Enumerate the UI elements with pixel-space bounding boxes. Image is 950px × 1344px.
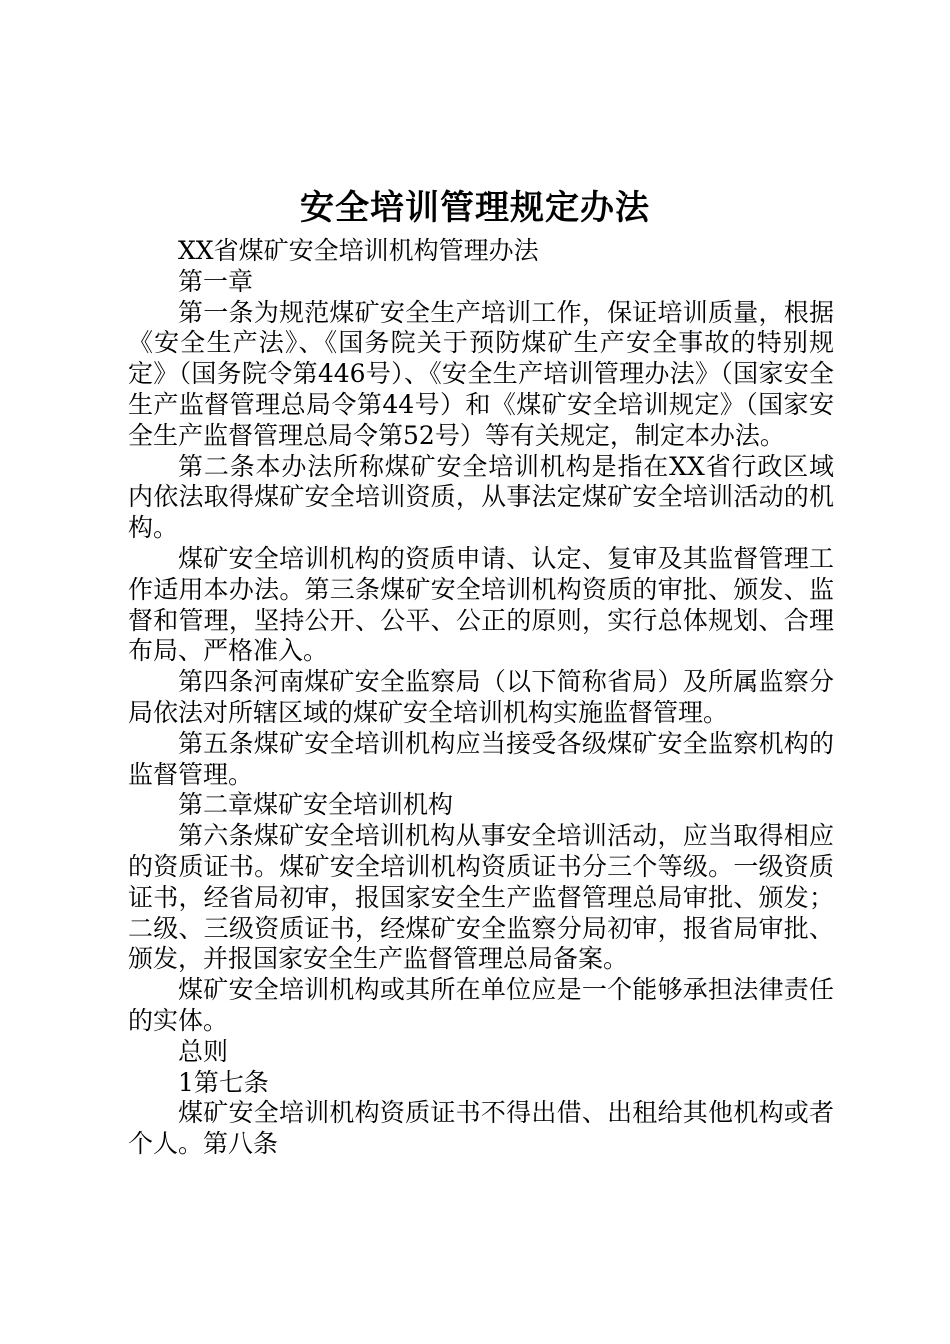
paragraph: 煤矿安全培训机构资质证书不得出借、出租给其他机构或者个人。第八条 [128, 1098, 834, 1159]
paragraph: 总则 [178, 1036, 229, 1066]
paragraph: 第六条煤矿安全培训机构从事安全培训活动，应当取得相应的资质证书。煤矿安全培训机构资质证书分三个等级。一级资质证书，经省局初审，报国家安全生产监督管理总局审批、颁发；二级、三级资质证书，经煤矿安全监察分局初审，报省局审批、颁发，并报国家安全生产监督管理总局备案。 [128, 821, 834, 974]
paragraph: 第二章煤矿安全培训机构 [178, 790, 454, 820]
paragraph: 第一条为规范煤矿安全生产培训工作，保证培训质量，根据《安全生产法》、《国务院关于预防煤矿生产安全事故的特别规定》（国务院令第446号）、《安全生产培训管理办法》（国家安全生产监督管理总局令第44号）和《煤矿安全培训规定》（国家安全生产监督管理总局令第52号）等有关规定，制定本办法。 [128, 297, 834, 450]
document-body [128, 236, 834, 1160]
paragraph: 煤矿安全培训机构或其所在单位应是一个能够承担法律责任的实体。 [128, 975, 834, 1035]
paragraph: 煤矿安全培训机构的资质申请、认定、复审及其监督管理工作适用本办法。第三条煤矿安全培训机构资质的审批、颁发、监督和管理，坚持公开、公平、公正的原则，实行总体规划、合理布局、严格准入。 [128, 543, 834, 666]
paragraph: XX省煤矿安全培训机构管理办法 [178, 236, 539, 265]
paragraph: 第一章 [178, 266, 254, 296]
paragraph: 第二条本办法所称煤矿安全培训机构是指在XX省行政区域内依法取得煤矿安全培训资质，从事法定煤矿安全培训活动的机构。 [128, 451, 834, 543]
paragraph: 1第七条 [178, 1067, 269, 1097]
document-title: 安全培训管理规定办法 [300, 188, 650, 228]
paragraph: 第五条煤矿安全培训机构应当接受各级煤矿安全监察机构的监督管理。 [128, 728, 834, 789]
paragraph: 第四条河南煤矿安全监察局（以下简称省局）及所属监察分局依法对所辖区域的煤矿安全培训机构实施监督管理。 [128, 667, 834, 727]
